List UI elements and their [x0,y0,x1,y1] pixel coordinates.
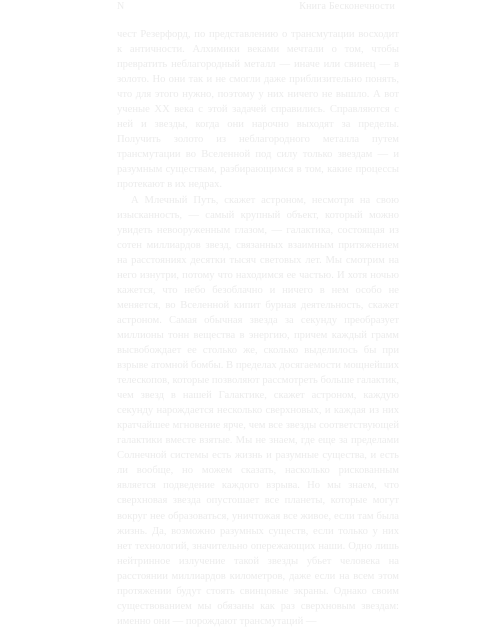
paragraph: А Млечный Путь, скажет астроном, несмотря на свою изысканность, — самый крупный объект, который можно увидеть невооруженным глазом, — галактика, состоящая из сотен миллиардов звезд, связанных взаимным притяжением на расстояниях десятки тысяч световых лет. Мы смотрим на него изнутри, потому что находимся ее частью. И хотя ночью кажется, что небо безоблачно и ничего в нем особо не меняется, во Вселенной кипит бурная деятельность, скажет астроном. Самая обычная звезда за секунду преобразует миллионы тонн вещества в энергию, причем каждый грамм высвобождает ее столько же, сколько выделилось бы при взрыве атомной бомбы. В пределах досягаемости мощнейших телескопов, которые позволяют рассмотреть больше галактик, чем звезд в нашей Галактике, скажет астроном, каждую секунду нарождается несколько сверхновых, и каждая из них кратчайшее мгновение ярче, чем все звезды соответствующей галактики вместе взятые. Мы не знаем, где еще за пределами Солнечной системы есть жизнь и разумные существа, и есть ли вообще, но можем сказать, насколько рискованным является подведение каждого взрыва. Но мы знаем, что сверхновая звезда опустошает все планеты, которые могут вокруг нее образоваться, уничтожая все живое, если там была жизнь. Да, возможно разумных существ, если только у них нет технологий, значительно опережающих наши. Одно лишь нейтринное излучение такой звезды убьет человека на расстоянии миллиардов километров, даже если на всем этом протяжении будут стоять свинцовые экраны. Однако своим существованием мы обязаны как раз сверхновым звездам: именно они — порождают трансмутаций — [117,194,399,627]
running-head: Книга Бесконечности [299,1,395,12]
body-text [117,27,399,629]
page-number: N [117,1,125,12]
paragraph: чест Резерфорд, по представлению о трансмутации восходит к античности. Алхимики веками мечтали о том, чтобы превратить неблагородный металл — иначе или свинец — в золото. Но они так и не смогли даже приблизительно понять, что для этого нужно, поэтому у них ничего не вышло. А вот ученые XX века с этой задачей справились. Справляются с ней и звезды, когда они нарочно выходят за пределы. Получить золото из неблагородного металла путем трансмутации во Вселенной под силу только звездам — и разумным существам, разбирающимся в том, какие процессы протекают в их недрах. [117,29,399,191]
